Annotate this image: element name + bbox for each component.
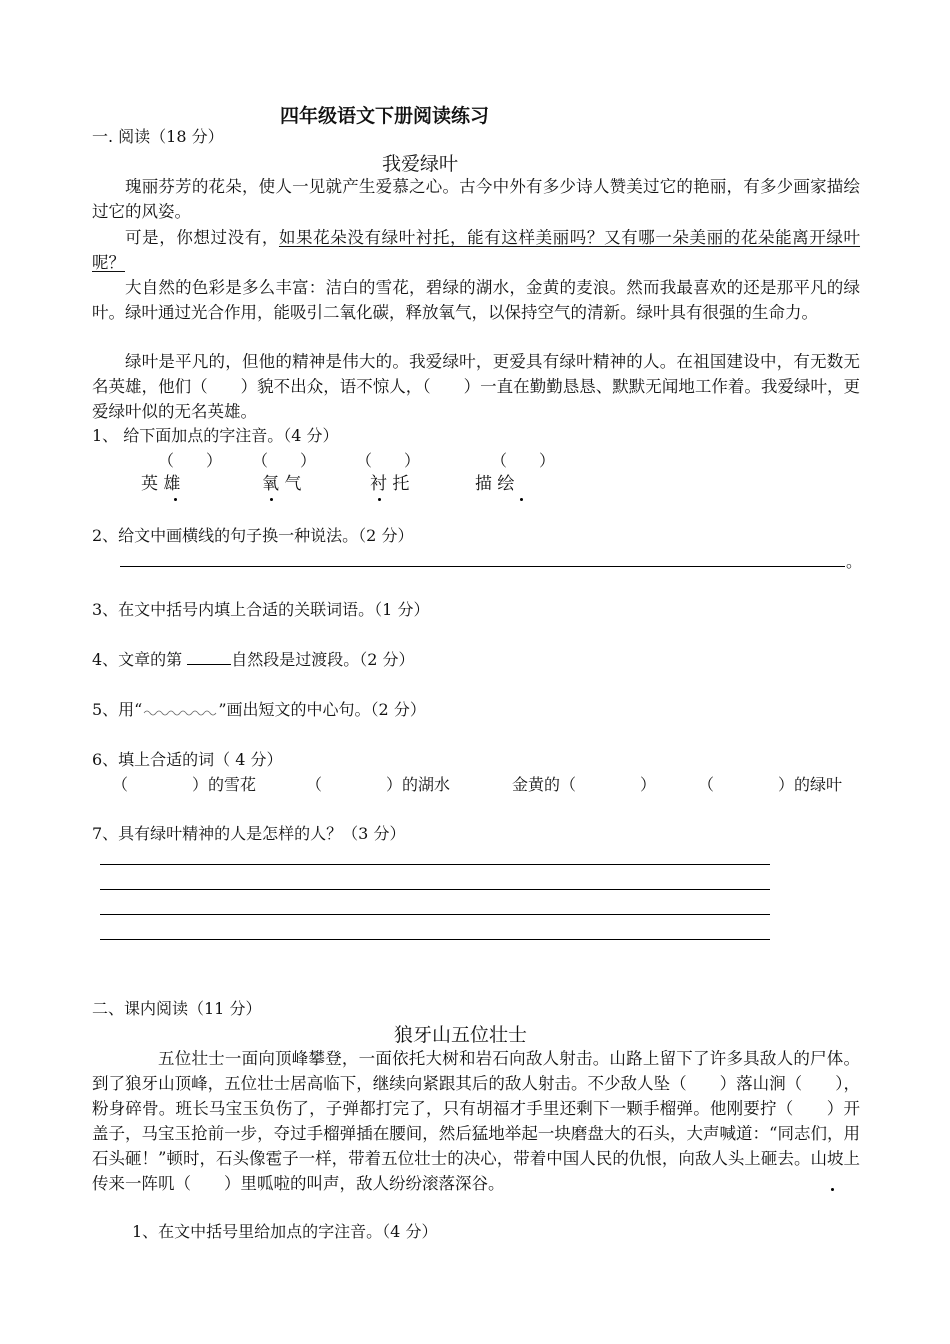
passage-langya-paragraph: 五位壮士一面向顶峰攀登，一面依托大树和岩石向敌人射击。山路上留下了许多具敌人的尸体。到了狼牙山顶峰，五位壮士居高临下，继续向紧跟其后的敌人射击。不少敌人坠（ ）落山涧（ ），粉身碎骨。班长马宝玉负伤了，子弹都打完了，只有胡福才手里还剩下一颗手榴弹。他刚要拧（ ）开盖子，马宝玉抢前一步，夺过手榴弹插在腰间，然后猛地举起一块磨盘大的石头，大声喊道：“同志们，用石头砸！”顿时，石头像雹子一样，带着五位壮士的决心，带着中国人民的仇恨，向敌人头上砸去。山坡上传来一阵叽（ ）里呱啦的叫声，敌人纷纷滚落深谷。: [92, 1049, 860, 1193]
question-5: [92, 700, 426, 720]
answer-line-q7[interactable]: [100, 914, 770, 915]
question-1: 1、 给下面加点的字注音。（4 分）: [92, 426, 339, 445]
question-4-lead: 4、文章的第: [92, 650, 183, 669]
pinyin-word-2: 氧 气: [262, 474, 302, 494]
pinyin-paren-3[interactable]: （ ）: [356, 451, 421, 470]
pinyin-word-3: 衬 托: [370, 474, 410, 494]
question-3: 3、在文中括号内填上合适的关联词语。（1 分）: [92, 600, 430, 619]
question-2: 2、给文中画横线的句子换一种说法。（2 分）: [92, 526, 414, 545]
passage-paragraph-4: 绿叶是平凡的，但他的精神是伟大的。我爱绿叶，更爱具有绿叶精神的人。在祖国建设中，有无数无名英雄，他们（ ）貌不出众，语不惊人，（ ）一直在勤勤恳恳、默默无闻地工作着。我爱绿叶，更爱绿叶似的无名英雄。: [92, 352, 860, 421]
fill-word-2[interactable]: （ ）的湖水: [306, 775, 451, 794]
page-title: 四年级语文下册阅读练习: [280, 105, 490, 127]
answer-line-q2[interactable]: [120, 566, 845, 567]
question-4: [92, 650, 415, 670]
passage-title-green-leaf: 我爱绿叶: [382, 153, 459, 175]
fill-word-3[interactable]: 金黄的（ ）: [512, 775, 657, 794]
answer-line-q7[interactable]: [100, 864, 770, 865]
question-7: 7、具有绿叶精神的人是怎样的人？（3 分）: [92, 824, 406, 843]
answer-blank-q4[interactable]: [187, 650, 231, 665]
pinyin-word-1: 英 雄: [141, 474, 181, 494]
paragraph-2-lead: 可是，你想过没有，: [125, 228, 279, 247]
part1-header: 一. 阅读（18 分）: [92, 127, 224, 146]
fill-word-1[interactable]: （ ）的雪花: [112, 775, 257, 794]
passage-paragraph-3: 大自然的色彩是多么丰富：洁白的雪花，碧绿的湖水，金黄的麦浪。然而我最喜欢的还是那平凡的绿叶。绿叶通过光合作用，能吸引二氧化碳，释放氧气，以保持空气的清新。绿叶具有很强的生命力。: [92, 278, 860, 322]
pinyin-word-4: 描 绘: [475, 474, 515, 494]
question-5-lead: 5、用“: [92, 700, 143, 719]
fill-word-4[interactable]: （ ）的绿叶: [698, 775, 843, 794]
question-6: 6、填上合适的词（ 4 分）: [92, 750, 283, 769]
passage-title-langya: 狼牙山五位壮士: [394, 1024, 528, 1046]
emphasis-dot: [378, 498, 381, 501]
pinyin-paren-1[interactable]: （ ）: [158, 451, 223, 470]
emphasis-dot: [520, 498, 523, 501]
pinyin-paren-2[interactable]: （ ）: [252, 451, 317, 470]
part2-question-1: 1、在文中括号里给加点的字注音。（4 分）: [132, 1222, 438, 1241]
emphasis-dot: [831, 1188, 834, 1191]
answer-period: 。: [846, 552, 863, 571]
wavy-underline-symbol: [142, 705, 218, 717]
underlined-sentence: 如果花朵没有绿叶衬托，能有这样美丽吗？又有哪一朵美丽的花朵能离开绿叶呢？: [92, 228, 861, 272]
question-4-tail: 自然段是过渡段。（2 分）: [231, 650, 415, 669]
emphasis-dot: [270, 498, 273, 501]
answer-line-q7[interactable]: [100, 939, 770, 940]
part2-header: 二、课内阅读（11 分）: [92, 999, 262, 1018]
pinyin-paren-4[interactable]: （ ）: [491, 451, 556, 470]
question-5-tail: ”画出短文的中心句。（2 分）: [218, 700, 426, 719]
answer-line-q7[interactable]: [100, 889, 770, 890]
passage-paragraph-2: [92, 225, 860, 275]
passage-paragraph-1: 瑰丽芬芳的花朵，使人一见就产生爱慕之心。古今中外有多少诗人赞美过它的艳丽，有多少画家描绘过它的风姿。: [92, 177, 860, 221]
emphasis-dot: [174, 498, 177, 501]
